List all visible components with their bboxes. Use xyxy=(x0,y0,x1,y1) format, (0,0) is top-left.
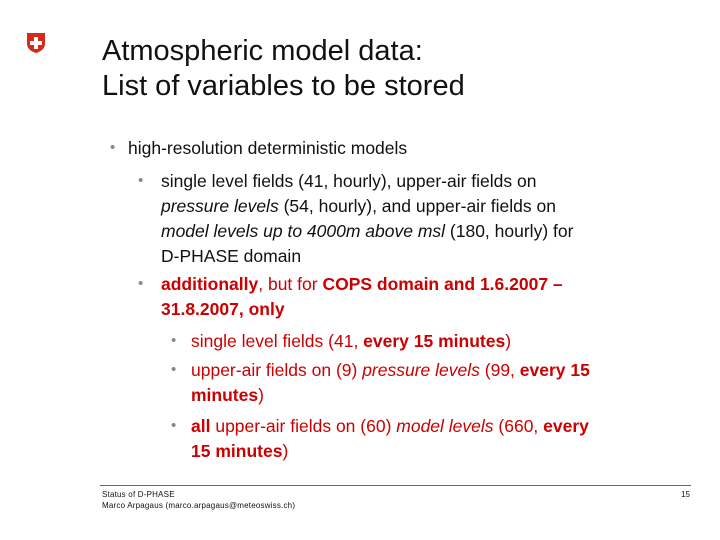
footer-title: Status of D-PHASE xyxy=(102,490,175,499)
footer-divider xyxy=(100,485,691,486)
title-line-2: List of variables to be stored xyxy=(102,70,465,102)
bullet-level-2-line-2: pressure levels (54, hourly), and upper-air fields on xyxy=(161,196,556,216)
bullet-level-2b-line-2: 31.8.2007, only xyxy=(161,299,285,319)
bullet-level-2b-line-1: additionally, but for COPS domain and 1.6.2007 – xyxy=(161,274,563,294)
bullet-level-3-item-2-line-2: minutes) xyxy=(191,385,264,405)
bullet-level-2-line-3: model levels up to 4000m above msl (180, hourly) for xyxy=(161,221,574,241)
bullet-marker: • xyxy=(171,361,177,378)
bullet-level-3-item-1: single level fields (41, every 15 minutes) xyxy=(191,331,512,351)
title-line-1: Atmospheric model data: xyxy=(102,35,423,67)
bullet-marker: • xyxy=(138,172,144,189)
bullet-marker: • xyxy=(138,275,144,292)
bullet-marker: • xyxy=(171,332,177,349)
bullet-level-1: high-resolution deterministic models xyxy=(128,138,408,158)
bullet-level-2-line-4: D-PHASE domain xyxy=(161,246,302,266)
bullet-level-2-line-1: single level fields (41, hourly), upper-air fields on xyxy=(161,171,537,191)
footer xyxy=(102,489,295,511)
bullet-level-3-item-3-line-1: all upper-air fields on (60) model levels (660, every xyxy=(191,416,589,436)
bullet-level-3-item-2-line-1: upper-air fields on (9) pressure levels (99, every 15 xyxy=(191,360,590,380)
bullet-marker: • xyxy=(171,417,177,434)
page-number: 15 xyxy=(681,490,690,499)
footer-author: Marco Arpagaus (marco.arpagaus@meteoswiss.ch) xyxy=(102,501,296,510)
bullet-level-3-item-3-line-2: 15 minutes) xyxy=(191,441,289,461)
bullet-marker: • xyxy=(110,139,116,156)
